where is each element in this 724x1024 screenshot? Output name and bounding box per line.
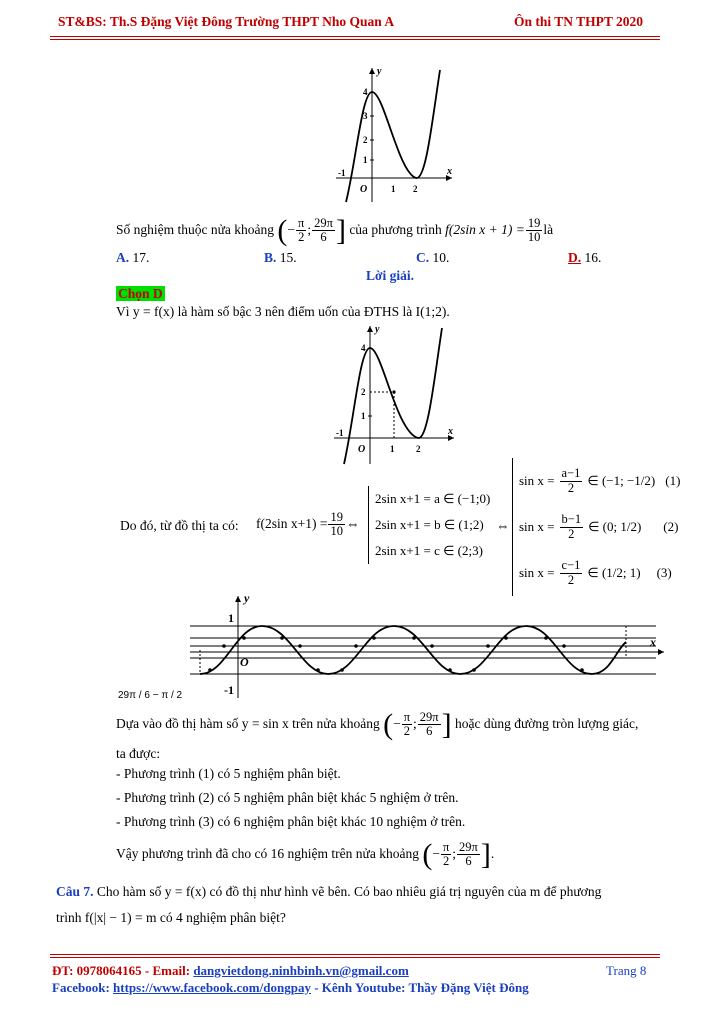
svg-text:x: x [448,426,453,437]
svg-text:2: 2 [413,184,418,194]
question-stem: Số nghiệm thuộc nửa khoảng (− $\frac{\pi}{2}$ ; $\frac{29\pi}{6}$ ] của phương trình f(2sin x + 1) = $\frac{19}{10}$ là [116,213,554,247]
svg-text:O: O [358,444,366,455]
graph-caption: 29π / 6 − π / 2 [118,690,183,701]
conclusion-line-3: - Phương trình (1) có 5 nghiệm phân biệt. [116,766,341,781]
deduce-lhs: f(2sin x+1) = $\frac{19}{10}$ ⇔ [256,510,360,539]
header-rule [50,36,660,37]
conclusion-line-4: - Phương trình (2) có 5 nghiệm phân biệt khác 5 nghiệm ở trên. [116,790,459,805]
svg-text:1: 1 [228,611,234,625]
email-link[interactable]: dangvietdong.ninhbinh.vn@gmail.com [193,963,409,978]
header-title: ST&BS: Th.S Đặng Việt Đông Trường THPT Nho Quan A [58,14,395,29]
system-1: 2sin x+1 = a ∈ (−1;0) 2sin x+1 = b ∈ (1;2) 2sin x+1 = c ∈ (2;3) [368,486,490,564]
solution-line-1: Vì y = f(x) là hàm số bậc 3 nên điểm uốn của ĐTHS là I(1;2). [116,304,450,319]
svg-text:-1: -1 [224,683,234,697]
svg-text:4: 4 [363,87,368,97]
svg-text:O: O [240,655,249,669]
svg-text:3: 3 [363,111,368,121]
cubic-graph-1 [328,62,458,210]
question-7-line-2: trình f(|x| − 1) = m có 4 nghiệm phân biệt? [56,910,286,925]
footer-contact: ĐT: 0978064165 - Email: dangvietdong.ninhbinh.vn@gmail.com [52,963,409,978]
option-d[interactable]: D. 16. [568,250,602,265]
deduce-intro: Do đó, từ đồ thị ta có: [120,518,239,533]
solution-title: Lời giải. [366,268,414,283]
svg-text:1: 1 [363,155,368,165]
svg-text:1: 1 [390,444,395,454]
svg-text:2: 2 [361,387,366,397]
svg-text:2: 2 [416,444,421,454]
system-2: sin x = $\frac{a-1}{2}$ ∈ (−1; −1/2) (1) sin x = $\frac{b-1}{2}$ ∈ (0; 1/2) (2) sin x = $\frac{c-1}{2}$ ∈ (1/2; 1) (3) [512,458,680,596]
question-7-line-1: Câu 7. Cho hàm số y = f(x) có đồ thị như hình vẽ bên. Có bao nhiêu giá trị nguyên của m để phương [56,884,602,899]
option-c[interactable]: C. 10. [416,250,450,265]
chosen-answer: Chọn D [118,286,163,301]
y-axis-label: y [377,66,382,77]
option-a[interactable]: A. 17. [116,250,150,265]
option-b[interactable]: B. 15. [264,250,297,265]
svg-text:1: 1 [391,184,396,194]
svg-text:x: x [650,635,656,649]
x-axis-label: x [447,166,452,177]
svg-text:y: y [244,591,250,605]
svg-text:y: y [375,324,380,335]
header-subtitle: Ôn thi TN THPT 2020 [514,14,644,29]
conclusion-line-5: - Phương trình (3) có 6 nghiệm phân biệt khác 10 nghiệm ở trên. [116,814,466,829]
equiv-arrow: ⇔ [496,518,510,533]
svg-text:-1: -1 [338,168,346,178]
conclusion-line-2: ta được: [116,746,161,761]
svg-text:-1: -1 [336,428,344,438]
svg-text:1: 1 [361,411,366,421]
svg-text:4: 4 [361,343,366,353]
svg-text:O: O [360,184,368,195]
svg-text:2: 2 [363,135,368,145]
facebook-link[interactable]: https://www.facebook.com/dongpay [113,980,311,995]
sine-graph [186,590,670,702]
header-rule-2 [50,39,660,40]
cubic-graph-2 [326,320,460,470]
footer-social: Facebook: https://www.facebook.com/dongpay - Kênh Youtube: Thầy Đặng Việt Đông [52,980,529,995]
conclusion-line-6: Vậy phương trình đã cho có 16 nghiệm trên nửa khoảng (− $\frac{\pi}{2}$ ; $\frac{29\pi}{6}$ ]. [116,837,495,871]
page-number: Trang 8 [606,963,647,978]
footer-rule [50,954,660,955]
conclusion-line-1: Dựa vào đồ thị hàm số y = sin x trên nửa khoảng (− $\frac{\pi}{2}$ ; $\frac{29\pi}{6}$ ] hoặc dùng đường tròn lượng giác, [116,707,639,741]
footer-rule-2 [50,957,660,958]
